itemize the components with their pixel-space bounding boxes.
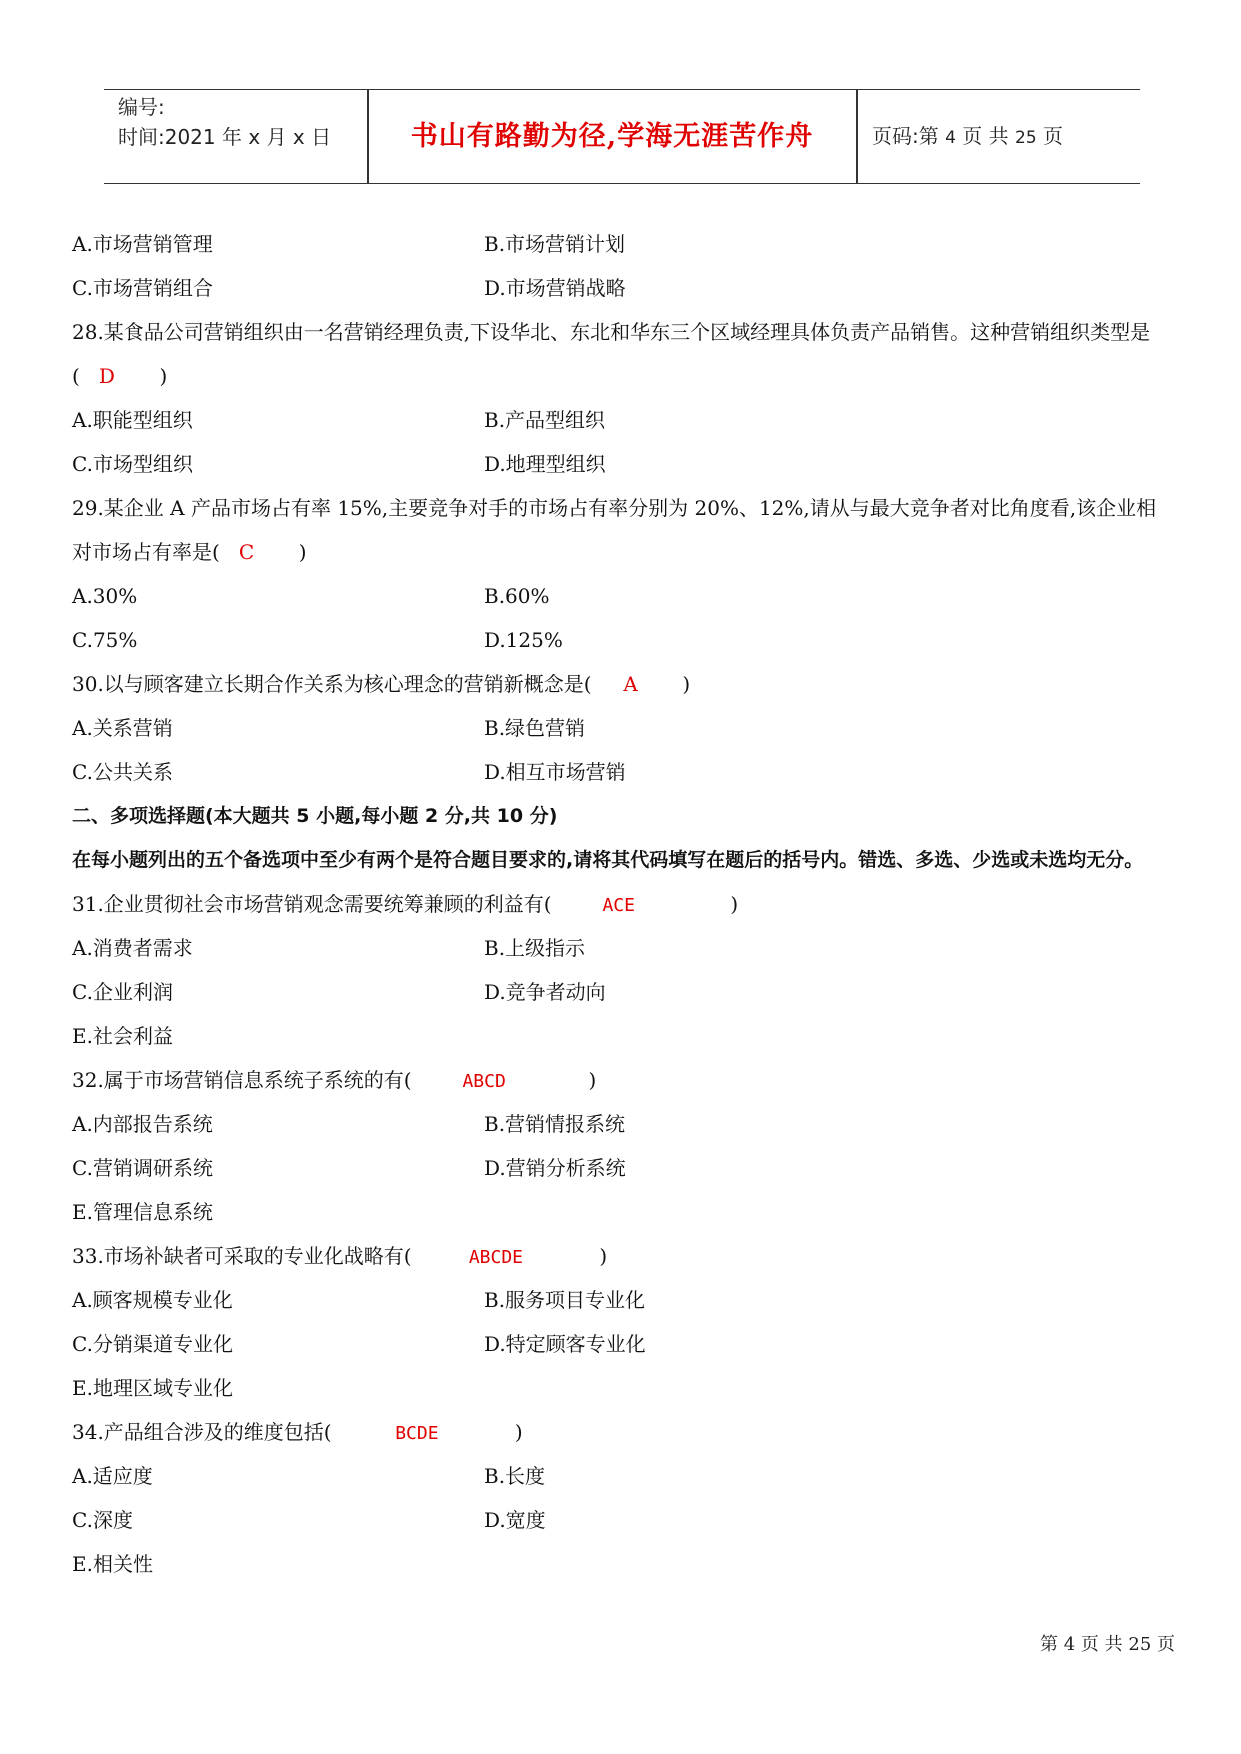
question-text: 29.某企业 A 产品市场占有率 15%,主要竞争对手的市场占有率分别为 20%、12%,请从与最大竞争者对比角度看,该企业相对市场占有率是( <box>72 496 1157 564</box>
header-motto: 书山有路勤为径,学海无涯苦作舟 <box>410 121 814 152</box>
question-30 <box>72 662 1172 706</box>
option-a: A.30% <box>72 584 138 608</box>
option-row <box>72 398 1172 442</box>
time-label: 时间:2021 年 x 月 x 日 <box>118 125 332 149</box>
question-text: 33.市场补缺者可采取的专业化战略有( <box>72 1244 412 1268</box>
option-row <box>72 1454 1172 1498</box>
option-d: D.市场营销战略 <box>484 276 626 300</box>
option-row <box>72 1278 1172 1322</box>
option-a: A.顾客规模专业化 <box>72 1288 233 1312</box>
page-prefix: 页码:第 <box>872 124 939 148</box>
option-row <box>72 750 1172 794</box>
close-paren: ) <box>730 892 739 916</box>
option-row <box>72 574 1172 618</box>
option-e: E.社会利益 <box>72 1024 173 1048</box>
close-paren: ) <box>298 540 307 564</box>
question-34 <box>72 1410 1172 1454</box>
option-a: A.市场营销管理 <box>72 232 213 256</box>
question-text: 31.企业贯彻社会市场营销观念需要统筹兼顾的利益有( <box>72 892 552 916</box>
close-paren: ) <box>514 1420 523 1444</box>
option-d: D.相互市场营销 <box>484 760 626 784</box>
option-row <box>72 222 1172 266</box>
option-row <box>72 1366 1172 1410</box>
option-d: D.地理型组织 <box>484 452 606 476</box>
question-text: 34.产品组合涉及的维度包括( <box>72 1420 332 1444</box>
question-text: 28.某食品公司营销组织由一名营销经理负责,下设华北、东北和华东三个区域经理具体负责产品销售。这种营销组织类型是( <box>72 320 1151 388</box>
option-d: D.营销分析系统 <box>484 1156 626 1180</box>
section-title: 二、多项选择题(本大题共 5 小题,每小题 2 分,共 10 分) <box>72 805 558 827</box>
answer: ABCD <box>462 1071 506 1092</box>
option-d: D.竞争者动向 <box>484 980 606 1004</box>
option-c: C.营销调研系统 <box>72 1156 213 1180</box>
option-b: B.长度 <box>484 1464 546 1488</box>
answer: C <box>238 540 255 564</box>
question-28 <box>72 310 1172 398</box>
page-header <box>104 89 1140 184</box>
option-row <box>72 1190 1172 1234</box>
header-divider <box>856 90 858 183</box>
option-c: C.市场营销组合 <box>72 276 213 300</box>
option-row <box>72 266 1172 310</box>
question-text: 30.以与顾客建立长期合作关系为核心理念的营销新概念是( <box>72 672 592 696</box>
option-d: D.特定顾客专业化 <box>484 1332 646 1356</box>
page-number: 4 <box>945 128 956 148</box>
header-meta <box>118 92 331 152</box>
question-29 <box>72 486 1172 574</box>
option-row <box>72 1322 1172 1366</box>
answer: ACE <box>602 895 635 916</box>
question-33 <box>72 1234 1172 1278</box>
option-c: C.深度 <box>72 1508 133 1532</box>
option-row <box>72 1014 1172 1058</box>
question-text: 32.属于市场营销信息系统子系统的有( <box>72 1068 412 1092</box>
option-row <box>72 926 1172 970</box>
close-paren: ) <box>588 1068 597 1092</box>
exam-body <box>72 222 1172 1586</box>
option-c: C.75% <box>72 628 138 652</box>
option-a: A.关系营销 <box>72 716 173 740</box>
close-paren: ) <box>599 1244 608 1268</box>
option-b: B.产品型组织 <box>484 408 606 432</box>
option-b: B.营销情报系统 <box>484 1112 626 1136</box>
option-c: C.市场型组织 <box>72 452 193 476</box>
answer: D <box>98 364 115 388</box>
option-c: C.企业利润 <box>72 980 173 1004</box>
page-suffix: 页 <box>1043 124 1064 148</box>
answer: A <box>623 672 638 696</box>
option-b: B.服务项目专业化 <box>484 1288 646 1312</box>
option-e: E.管理信息系统 <box>72 1200 213 1224</box>
option-b: B.绿色营销 <box>484 716 586 740</box>
page-footer: 第 4 页 共 25 页 <box>1040 1634 1175 1655</box>
page-mid: 页 共 <box>962 124 1009 148</box>
option-row <box>72 442 1172 486</box>
answer: ABCDE <box>468 1247 524 1268</box>
option-row <box>72 1498 1172 1542</box>
option-b: B.市场营销计划 <box>484 232 626 256</box>
header-page-indicator <box>872 120 1063 149</box>
option-a: A.消费者需求 <box>72 936 193 960</box>
option-e: E.地理区域专业化 <box>72 1376 233 1400</box>
page-total: 25 <box>1015 128 1037 148</box>
option-c: C.分销渠道专业化 <box>72 1332 233 1356</box>
option-row <box>72 1146 1172 1190</box>
answer: BCDE <box>395 1423 439 1444</box>
section-instruction: 在每小题列出的五个备选项中至少有两个是符合题目要求的,请将其代码填写在题后的括号内。错选、多选、少选或未选均无分。 <box>72 849 1144 871</box>
number-label: 编号: <box>118 95 165 119</box>
option-e: E.相关性 <box>72 1552 153 1576</box>
option-a: A.职能型组织 <box>72 408 193 432</box>
option-d: D.宽度 <box>484 1508 546 1532</box>
option-row <box>72 970 1172 1014</box>
close-paren: ) <box>682 672 691 696</box>
question-32 <box>72 1058 1172 1102</box>
option-row <box>72 1102 1172 1146</box>
option-b: B.上级指示 <box>484 936 586 960</box>
option-row <box>72 618 1172 662</box>
option-a: A.内部报告系统 <box>72 1112 213 1136</box>
option-c: C.公共关系 <box>72 760 173 784</box>
option-row <box>72 1542 1172 1586</box>
option-a: A.适应度 <box>72 1464 153 1488</box>
option-row <box>72 706 1172 750</box>
close-paren: ) <box>159 364 168 388</box>
option-b: B.60% <box>484 584 550 608</box>
option-d: D.125% <box>484 628 563 652</box>
question-31 <box>72 882 1172 926</box>
